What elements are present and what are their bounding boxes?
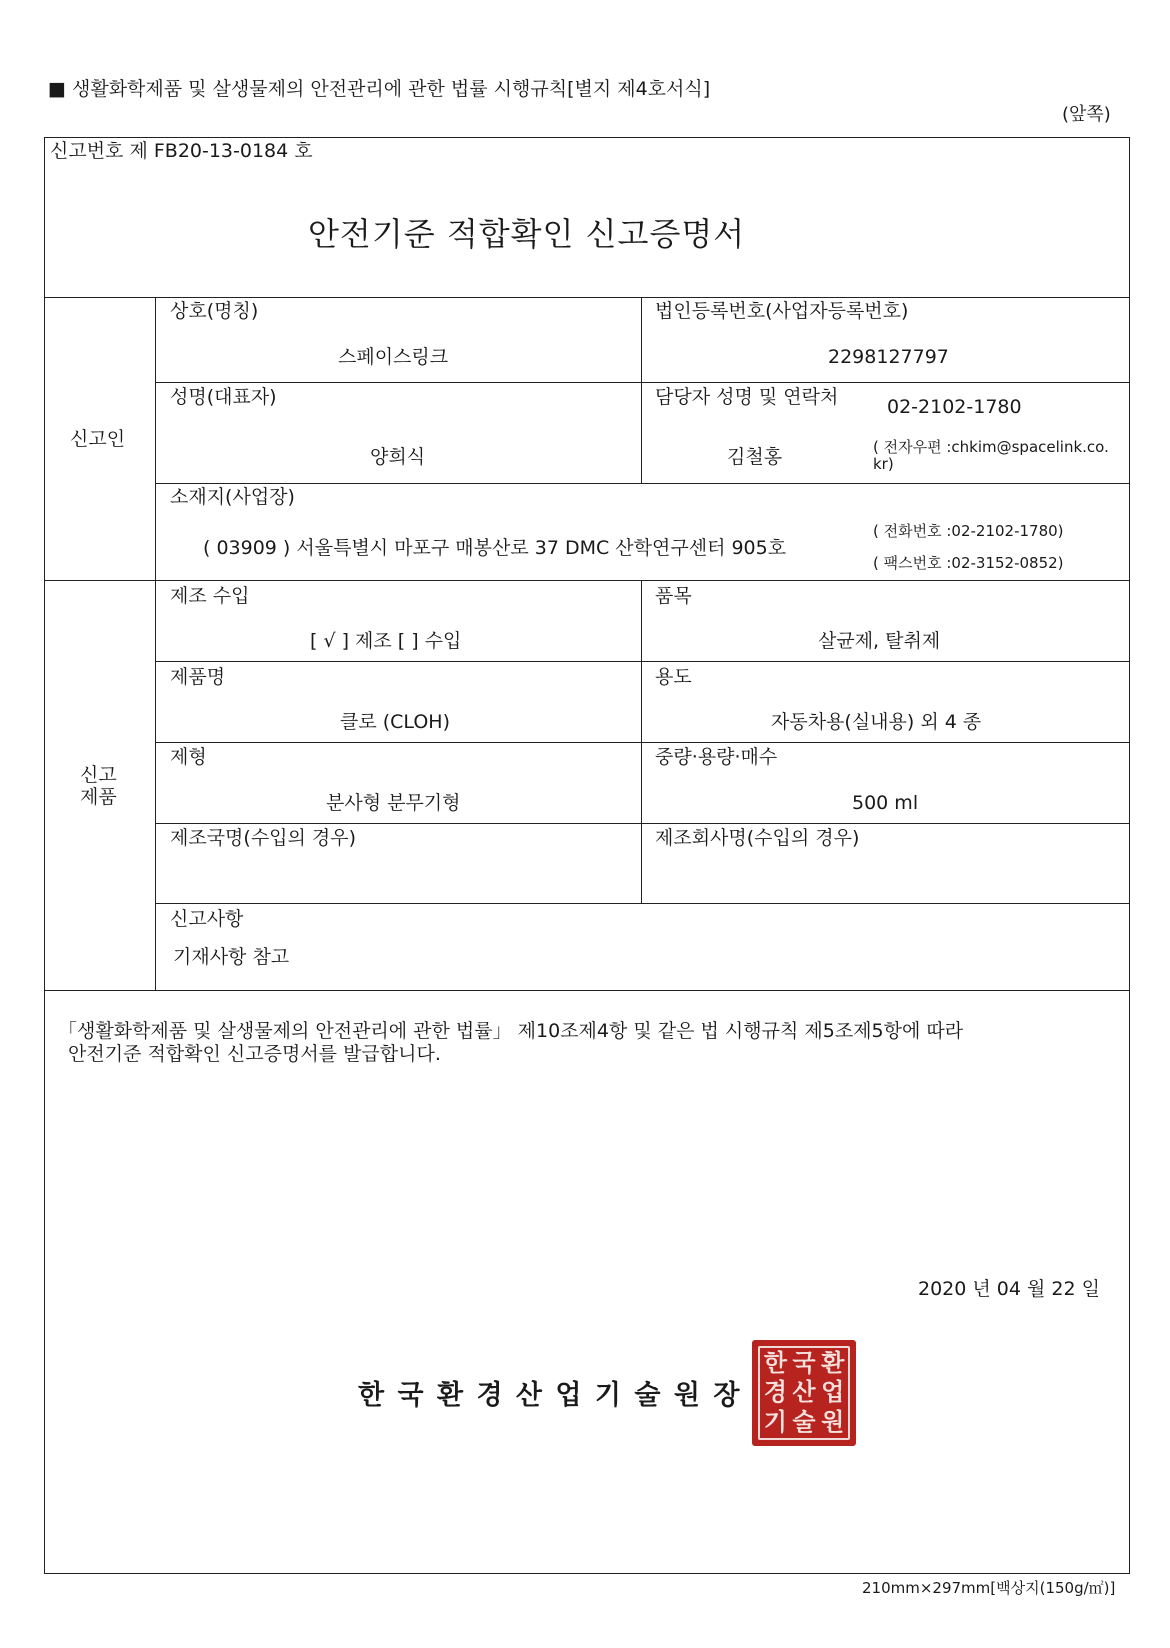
divider-row6	[155, 903, 1130, 904]
product-column-split	[641, 580, 642, 903]
seal-char: 경	[763, 1378, 787, 1407]
representative-value: 양희식	[370, 446, 426, 468]
contact-name: 김철홍	[727, 446, 783, 468]
section-label-column	[155, 297, 156, 990]
company-name-value: 스페이스링크	[338, 346, 449, 368]
seal-char: 산	[792, 1378, 816, 1407]
notes-value: 기재사항 참고	[173, 946, 290, 968]
seal-char: 환	[821, 1349, 845, 1377]
certificate-frame	[44, 137, 1130, 1574]
page-side-label: (앞쪽)	[1062, 104, 1111, 125]
certificate-title: 안전기준 적합확인 신고증명서	[308, 215, 746, 253]
issuer-name: 한 국 환 경 산 업 기 술 원 장	[358, 1380, 742, 1411]
report-number: 신고번호 제 FB20-13-0184 호	[50, 140, 313, 162]
weight-label: 중량·용량·매수	[655, 746, 778, 768]
seal-char: 한	[763, 1349, 787, 1377]
usage-value: 자동차용(실내용) 외 4 종	[771, 711, 982, 733]
seal-char: 술	[792, 1407, 816, 1436]
address-label: 소재지(사업장)	[170, 486, 295, 508]
item-label: 품목	[655, 585, 692, 607]
item-value: 살균제, 탈취제	[818, 630, 941, 652]
divider-reporter	[44, 580, 1130, 581]
weight-value: 500 ml	[852, 792, 919, 814]
registration-number-value: 2298127797	[828, 346, 949, 368]
notes-label: 신고사항	[170, 908, 244, 930]
divider-row1	[155, 382, 1130, 383]
usage-label: 용도	[655, 666, 692, 688]
reporter-section-label: 신고인	[70, 428, 126, 450]
fax-number: ( 팩스번호 :02-3152-0852)	[873, 554, 1064, 572]
statement-line-2: 안전기준 적합확인 신고증명서를 발급합니다.	[68, 1043, 441, 1065]
divider-row5	[155, 823, 1130, 824]
phone-number: ( 전화번호 :02-2102-1780)	[873, 522, 1064, 540]
mfg-import-label: 제조 수입	[170, 585, 250, 607]
product-section-label-2: 제품	[80, 786, 117, 808]
product-name-value: 클로 (CLOH)	[340, 711, 450, 733]
product-name-label: 제품명	[170, 666, 226, 688]
contact-label: 담당자 성명 및 연락처	[655, 386, 839, 408]
seal-char: 원	[821, 1407, 845, 1436]
registration-number-label: 법인등록번호(사업자등록번호)	[655, 300, 909, 322]
divider-row3	[155, 661, 1130, 662]
contact-phone: 02-2102-1780	[887, 396, 1022, 418]
divider-row4	[155, 742, 1130, 743]
contact-email-line1: ( 전자우편 :chkim@spacelink.co.	[873, 438, 1109, 456]
seal-char: 기	[763, 1407, 787, 1436]
seal-characters	[761, 1349, 847, 1437]
divider-row2	[155, 483, 1130, 484]
form-reference: ■ 생활화학제품 및 살생물제의 안전관리에 관한 법률 시행규칙[별지 제4호서식]	[48, 78, 711, 100]
company-name-label: 상호(명칭)	[170, 300, 259, 322]
divider-title	[44, 297, 1130, 298]
product-form-value: 분사형 분무기형	[326, 792, 461, 814]
seal-char: 국	[792, 1349, 816, 1377]
address-value: ( 03909 ) 서울특별시 마포구 매봉산로 37 DMC 산학연구센터 905호	[203, 537, 787, 559]
reporter-column-split	[641, 297, 642, 483]
product-form-label: 제형	[170, 746, 207, 768]
product-section-label-1: 신고	[80, 764, 117, 786]
paper-spec-footer: 210mm×297mm[백상지(150g/㎡)]	[862, 1579, 1116, 1597]
representative-label: 성명(대표자)	[170, 386, 277, 408]
mfg-import-value: [ √ ] 제조 [ ] 수입	[310, 630, 462, 652]
country-label: 제조국명(수입의 경우)	[170, 827, 357, 849]
statement-line-1: 「생활화학제품 및 살생물제의 안전관리에 관한 법률」 제10조제4항 및 같은 법 시행규칙 제5조제5항에 따라	[58, 1020, 964, 1042]
contact-email-line2: kr)	[873, 455, 894, 473]
issue-date: 2020 년 04 월 22 일	[918, 1278, 1100, 1300]
manufacturer-label: 제조회사명(수입의 경우)	[655, 827, 860, 849]
divider-product	[44, 990, 1130, 991]
seal-char: 업	[821, 1378, 845, 1407]
official-seal	[752, 1340, 856, 1446]
